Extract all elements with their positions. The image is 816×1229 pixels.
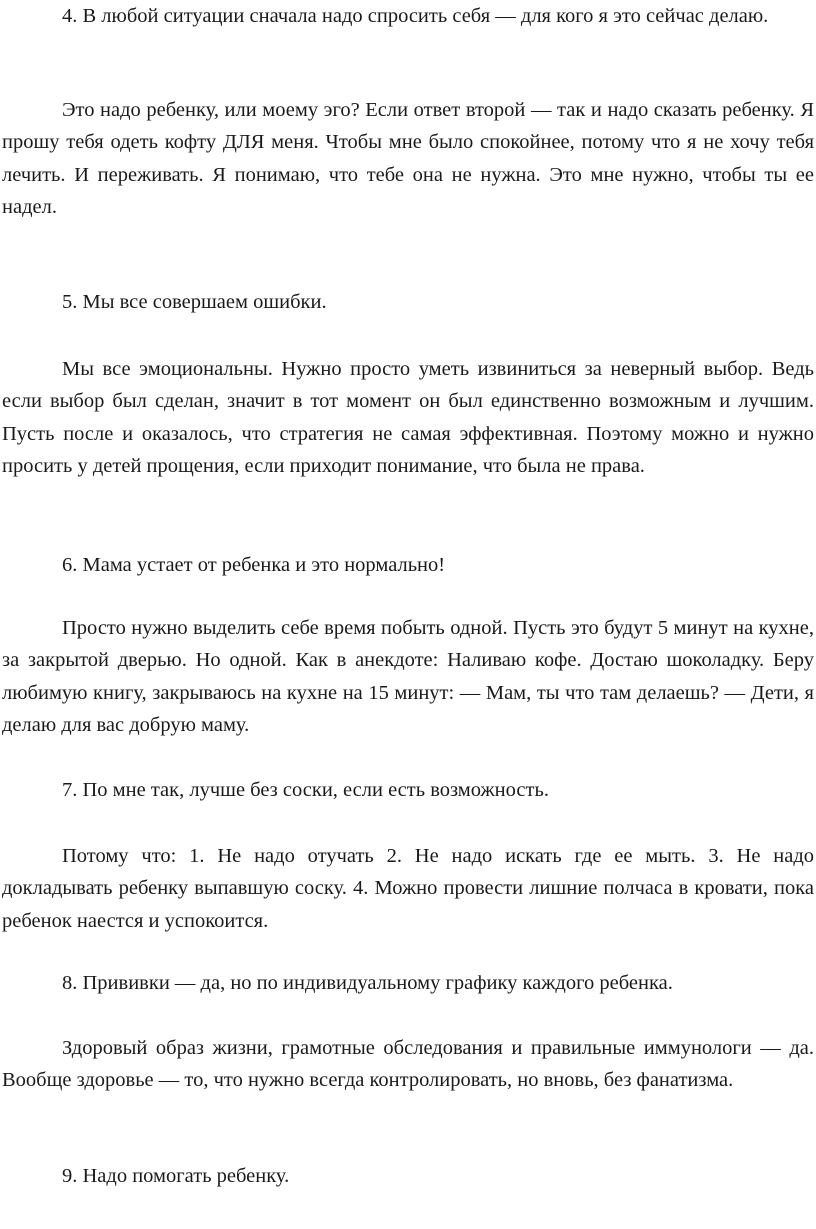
paragraph-item-7-body: Потому что: 1. Не надо отучать 2. Не надо искать где ее мыть. 3. Не надо докладывать ребенку выпавшую соску. 4. Можно провести лишние полчаса в кровати, пока ребенок наестся и успокоится.	[2, 845, 814, 932]
paragraph-item-6-heading: 6. Мама устает от ребенка и это нормально!	[62, 554, 446, 576]
paragraph-item-8-body: Здоровый образ жизни, грамотные обследования и правильные иммунологи — да. Вообще здоровье — то, что нужно всегда контролировать, но вновь, без фанатизма.	[2, 1037, 814, 1092]
paragraph-item-5-body: Мы все эмоциональны. Нужно просто уметь извиниться за неверный выбор. Ведь если выбор был сделан, значит в тот момент он был единственно возможным и лучшим. Пусть после и оказалось, что стратегия не самая эффективная. Поэтому можно и нужно просить у детей прощения, если приходит понимание, что была не права.	[2, 358, 814, 478]
paragraph-item-4-body: Это надо ребенку, или моему эго? Если ответ второй — так и надо сказать ребенку. Я прошу тебя одеть кофту ДЛЯ меня. Чтобы мне было спокойнее, потому что я не хочу тебя лечить. И переживать. Я понимаю, что тебе она не нужна. Это мне нужно, чтобы ты ее надел.	[2, 99, 814, 219]
paragraph-item-6-body: Просто нужно выделить себе время побыть одной. Пусть это будут 5 минут на кухне, за закрытой дверью. Но одной. Как в анекдоте: Наливаю кофе. Достаю шоколадку. Беру любимую книгу, закрываюсь на кухне на 15 минут: — Мам, ты что там делаешь? — Дети, я делаю для вас добрую маму.	[2, 617, 814, 737]
paragraph-item-7-heading: 7. По мне так, лучше без соски, если есть возможность.	[62, 779, 549, 801]
paragraph-item-8-heading: 8. Прививки — да, но по индивидуальному графику каждого ребенка.	[62, 972, 673, 994]
paragraph-item-9-heading: 9. Надо помогать ребенку.	[62, 1165, 290, 1187]
paragraph-item-5-heading: 5. Мы все совершаем ошибки.	[62, 291, 327, 313]
paragraph-item-4-heading: 4. В любой ситуации сначала надо спросить себя — для кого я это сейчас делаю.	[62, 5, 769, 27]
